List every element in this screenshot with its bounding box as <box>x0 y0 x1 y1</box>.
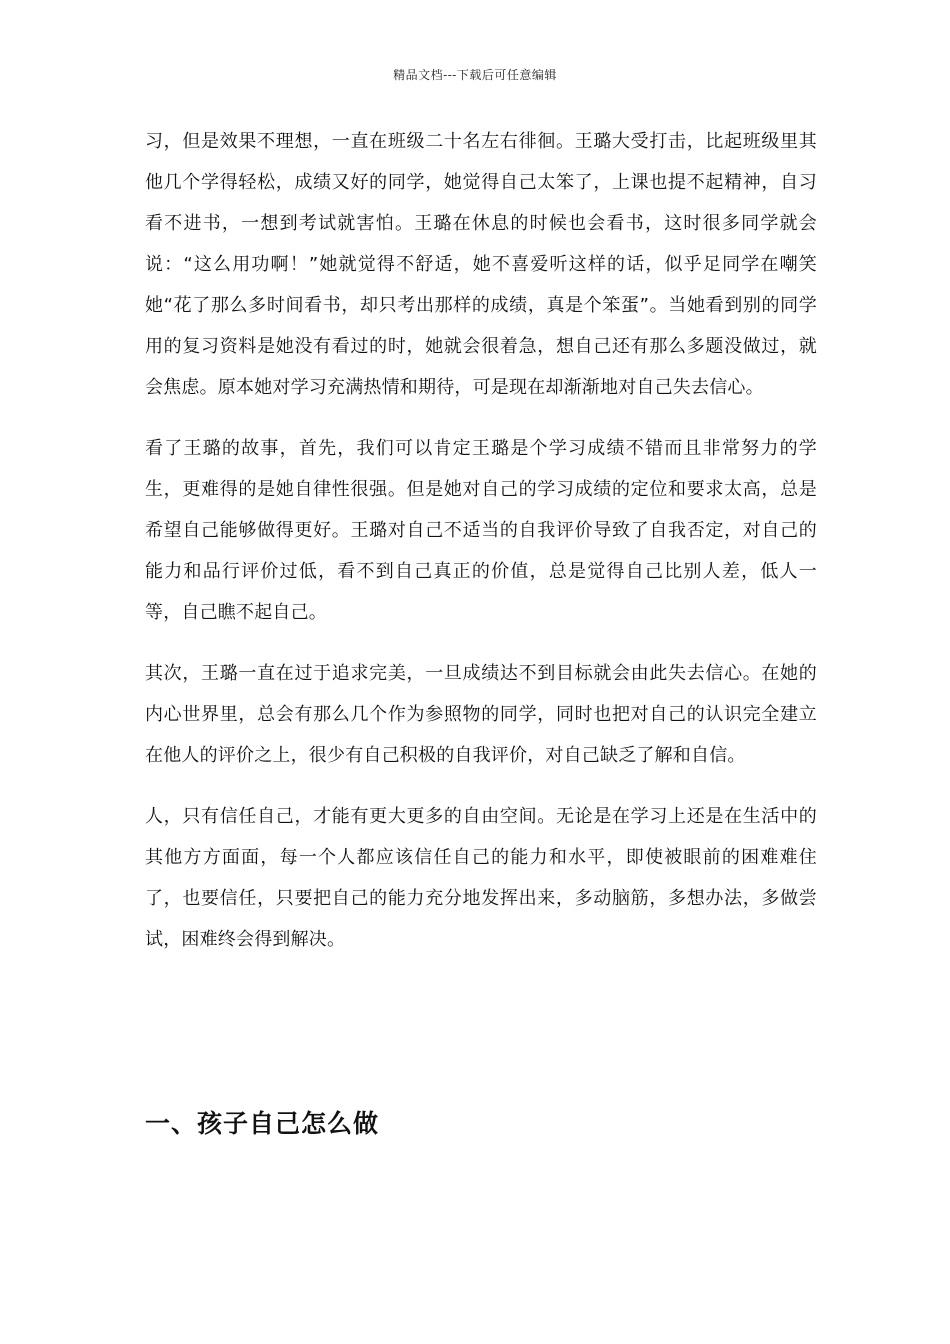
page-header: 精品文档---下载后可任意编辑 <box>393 68 557 82</box>
document-body <box>145 121 817 980</box>
section-heading: 一、孩子自己怎么做 <box>145 1109 380 1138</box>
paragraph-3: 其次，王璐一直在过于追求完美，一旦成绩达不到目标就会由此失去信心。在她的内心世界里，总会有那么几个作为参照物的同学，同时也把对自己的认识完全建立在他人的评价之上，很少有自己积极的自我评价，对自己缺乏了解和自信。 <box>145 663 817 766</box>
paragraph-4: 人，只有信任自己，才能有更大更多的自由空间。无论是在学习上还是在生活中的其他方方面面，每一个人都应该信任自己的能力和水平，即使被眼前的困难难住了，也要信任，只要把自己的能力充分地发挥出来，多动脑筋，多想办法，多做尝试，困难终会得到解决。 <box>145 806 817 950</box>
paragraph-1: 习，但是效果不理想，一直在班级二十名左右徘徊。王璐大受打击，比起班级里其他几个学得轻松，成绩又好的同学，她觉得自己太笨了，上课也提不起精神，自习看不进书，一想到考试就害怕。王璐在休息的时候也会看书，这时很多同学就会说：“这么用功啊！”她就觉得不舒适，她不喜爱听这样的话，似乎足同学在嘲笑她“花了那么多时间看书，却只考出那样的成绩，真是个笨蛋”。当她看到别的同学用的复习资料是她没有看过的时，她就会很着急，想自己还有那么多题没做过，就会焦虑。原本她对学习充满热情和期待，可是现在却渐渐地对自己失去信心。 <box>145 131 817 398</box>
paragraph-2: 看了王璐的故事，首先，我们可以肯定王璐是个学习成绩不错而且非常努力的学生，更难得的是她自律性很强。但是她对自己的学习成绩的定位和要求太高，总是希望自己能够做得更好。王璐对自己不适当的自我评价导致了自我否定，对自己的能力和品行评价过低，看不到自己真正的价值，总是觉得自己比别人差，低人一等，自己瞧不起自己。 <box>145 438 817 623</box>
